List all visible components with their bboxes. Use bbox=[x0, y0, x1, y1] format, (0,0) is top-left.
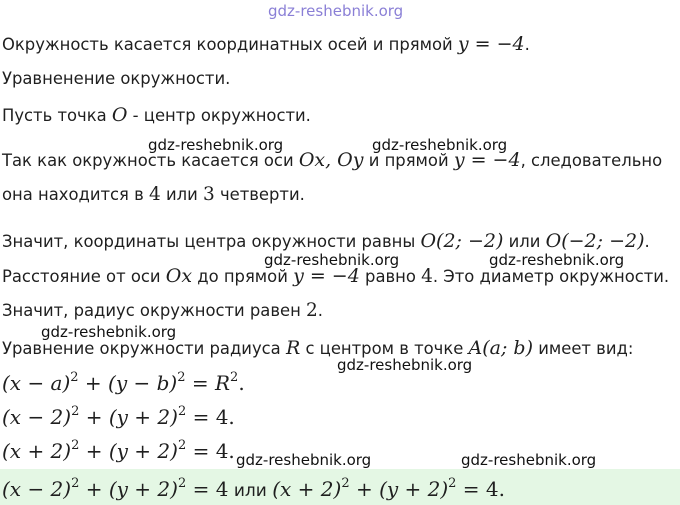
text: Так как окружность касается оси bbox=[2, 151, 299, 170]
text: и прямой bbox=[363, 151, 454, 170]
formula-part: + (y + 2) bbox=[79, 477, 178, 501]
formula-part: = R bbox=[185, 371, 231, 395]
text: - центр окружности. bbox=[127, 106, 311, 125]
formula-part: + (y + 2) bbox=[79, 405, 178, 429]
exponent: 2 bbox=[71, 438, 80, 453]
formula-first bbox=[2, 404, 235, 430]
math-equation: y = −4 bbox=[457, 33, 525, 55]
formula-part: = 4 bbox=[186, 477, 229, 501]
formula-answer bbox=[2, 476, 505, 504]
text: Значит, координаты центра окружности равны bbox=[2, 232, 421, 251]
text: или bbox=[160, 185, 203, 204]
watermark: gdz-reshebnik.org bbox=[264, 251, 400, 269]
text: с центром в точке bbox=[300, 339, 469, 358]
text: равно bbox=[359, 267, 422, 286]
text: Уравненение окружности. bbox=[2, 69, 231, 88]
math-number: 4 bbox=[421, 266, 433, 287]
exponent: 2 bbox=[177, 438, 187, 453]
text: , следовательно bbox=[520, 151, 663, 170]
math-equation: y = −4 bbox=[293, 265, 360, 287]
text: Пусть точка bbox=[2, 106, 112, 125]
exponent: 2 bbox=[177, 370, 186, 385]
formula-part: (x − a) bbox=[2, 371, 71, 395]
math-number: 2 bbox=[306, 300, 318, 321]
text: Значит, радиус окружности равен bbox=[2, 301, 307, 320]
answer-or-text: или bbox=[228, 481, 273, 501]
text-line-3 bbox=[2, 104, 311, 127]
formula-part: (x − 2) bbox=[2, 405, 72, 429]
formula-second bbox=[2, 438, 235, 464]
formula-part: . bbox=[238, 371, 245, 395]
text-line-7 bbox=[2, 265, 669, 288]
text-line-6 bbox=[2, 230, 650, 253]
math-symbol: R bbox=[285, 337, 301, 359]
text: Расстояние от оси bbox=[2, 267, 166, 286]
exponent: 2 bbox=[177, 476, 187, 491]
math-axis: Ox bbox=[165, 265, 193, 287]
text: . bbox=[644, 232, 650, 251]
exponent: 2 bbox=[71, 404, 80, 419]
text-line-8 bbox=[2, 300, 323, 322]
text-line-4 bbox=[2, 149, 662, 172]
text: четверти. bbox=[214, 185, 305, 204]
text: она находится в bbox=[2, 185, 149, 204]
exponent: 2 bbox=[448, 476, 457, 491]
exponent: 2 bbox=[230, 370, 239, 385]
math-point: O(2; −2) bbox=[420, 230, 504, 252]
watermark: gdz-reshebnik.org bbox=[489, 251, 625, 269]
text: Уравнение окружности радиуса bbox=[2, 339, 286, 358]
watermark: gdz-reshebnik.org bbox=[372, 136, 508, 154]
formula-part: + (y + 2) bbox=[79, 439, 178, 463]
math-point: A(a; b) bbox=[468, 337, 534, 359]
formula-part: (x + 2) bbox=[272, 477, 342, 501]
text-line-2 bbox=[2, 68, 230, 90]
formula-part: = 4. bbox=[186, 405, 235, 429]
text-line-5 bbox=[2, 184, 305, 206]
exponent: 2 bbox=[341, 476, 350, 491]
formula-part: (x − 2) bbox=[2, 477, 72, 501]
text: . bbox=[317, 301, 324, 320]
exponent: 2 bbox=[70, 370, 79, 385]
formula-part: + (y + 2) bbox=[349, 477, 449, 501]
exponent: 2 bbox=[177, 404, 187, 419]
math-number: 3 bbox=[202, 184, 215, 205]
formula-general bbox=[2, 370, 245, 396]
text: до прямой bbox=[192, 267, 294, 286]
text-line-1 bbox=[2, 33, 530, 56]
formula-part: = 4. bbox=[186, 439, 235, 463]
math-number: 4 bbox=[148, 184, 161, 205]
text-line-9 bbox=[2, 337, 633, 360]
watermark: gdz-reshebnik.org bbox=[461, 451, 597, 469]
text: имеет вид: bbox=[533, 339, 634, 358]
math-symbol: O bbox=[111, 104, 128, 126]
exponent: 2 bbox=[71, 476, 80, 491]
watermark: gdz-reshebnik.org bbox=[41, 323, 177, 341]
text: Окружность касается координатных осей и прямой bbox=[2, 35, 458, 54]
math-axes: Ox, Oy bbox=[298, 149, 364, 171]
watermark: gdz-reshebnik.org bbox=[148, 136, 284, 154]
math-point: O(−2; −2) bbox=[545, 230, 645, 252]
watermark: gdz-reshebnik.org bbox=[236, 451, 372, 469]
math-equation: y = −4 bbox=[453, 149, 521, 171]
text: или bbox=[503, 232, 546, 251]
watermark: gdz-reshebnik.org bbox=[337, 356, 473, 374]
text: . bbox=[524, 35, 530, 54]
formula-part: + (y − b) bbox=[78, 371, 178, 395]
text: . Это диаметр окружности. bbox=[432, 267, 670, 286]
formula-part: = 4. bbox=[456, 477, 506, 501]
formula-part: (x + 2) bbox=[2, 439, 72, 463]
watermark-top: gdz-reshebnik.org bbox=[268, 2, 404, 20]
